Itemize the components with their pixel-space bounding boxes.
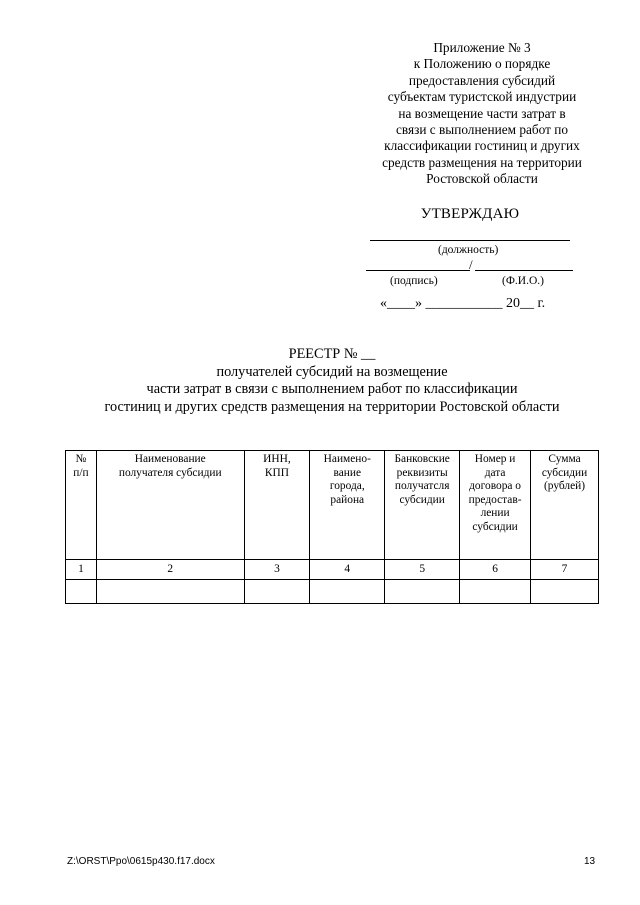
header-line: субсидии <box>472 520 518 533</box>
number-cell: 5 <box>385 560 460 580</box>
header-cell-contract <box>460 451 531 560</box>
appendix-line: субъектам туристской индустрии <box>387 89 577 105</box>
signature-line <box>366 270 470 271</box>
header-line: (рублей) <box>544 480 586 493</box>
position-caption: (должность) <box>438 244 499 256</box>
empty-cell <box>244 580 310 604</box>
registry-table <box>65 450 599 604</box>
header-line: КПП <box>264 466 289 479</box>
register-title: РЕЕСТР № __ <box>288 346 376 362</box>
header-line: города, <box>329 480 365 493</box>
header-line: п/п <box>73 466 89 479</box>
appendix-line: на возмещение части затрат в <box>398 105 566 121</box>
header-cell-number <box>66 451 97 560</box>
header-line: ИНН, <box>263 453 291 465</box>
header-line: получателя субсидии <box>118 466 222 479</box>
signature-caption: (подпись) <box>390 275 438 287</box>
header-cell-inn <box>244 451 310 560</box>
empty-cell <box>460 580 531 604</box>
register-subtitle-line: части затрат в связи с выполнением работ по классификации <box>146 381 518 397</box>
header-line: Банковские <box>394 453 450 465</box>
appendix-line: к Положению о порядке <box>413 56 551 72</box>
number-cell: 1 <box>66 560 97 580</box>
appendix-line: классификации гостиниц и других <box>384 138 580 154</box>
appendix-line: средств размещения на территории <box>382 154 582 170</box>
header-cell-city <box>310 451 385 560</box>
header-line: лении <box>480 507 510 520</box>
header-line: Сумма <box>548 453 581 465</box>
number-cell: 4 <box>310 560 385 580</box>
appendix-line: связи с выполнением работ по <box>395 122 569 138</box>
empty-cell <box>96 580 244 604</box>
approval-date: «____» ___________ 20__ г. <box>380 296 546 311</box>
header-line: Наименование <box>134 453 206 465</box>
header-line: договора о <box>469 480 522 493</box>
name-line <box>475 270 573 271</box>
header-line: предостав- <box>468 493 522 506</box>
register-subtitle-line: получателей субсидий на возмещение <box>216 363 448 380</box>
page-number: 13 <box>584 856 596 867</box>
appendix-line: Ростовской области <box>426 171 538 187</box>
signature-slash: / <box>469 257 473 272</box>
number-cell: 7 <box>531 560 599 580</box>
name-caption: (Ф.И.О.) <box>502 275 544 287</box>
table-row <box>66 580 599 604</box>
appendix-line: Приложение № 3 <box>433 40 531 55</box>
table-header-row <box>66 451 599 560</box>
header-line: субсидии <box>399 493 445 506</box>
footer-file-path: Z:\ORST\Ppo\0615p430.f17.docx <box>67 856 215 867</box>
appendix-line: предоставления субсидий <box>408 72 556 88</box>
header-line: Наимено- <box>323 453 371 465</box>
position-line <box>370 240 570 241</box>
header-line: дата <box>484 466 506 479</box>
approval-title: УТВЕРЖДАЮ <box>420 206 520 222</box>
header-line: реквизиты <box>396 466 448 479</box>
appendix-header <box>366 40 598 188</box>
table-number-row <box>66 560 599 580</box>
header-line: Номер и <box>474 453 516 465</box>
header-cell-bank <box>385 451 460 560</box>
empty-cell <box>531 580 599 604</box>
number-cell: 6 <box>460 560 531 580</box>
register-heading <box>60 346 604 416</box>
empty-cell <box>310 580 385 604</box>
number-cell: 3 <box>244 560 310 580</box>
header-line: получатсля <box>394 480 450 493</box>
header-line: вание <box>333 466 362 479</box>
header-line: субсидии <box>541 466 588 479</box>
register-subtitle-line: гостиниц и других средств размещения на территории Ростовской области <box>104 398 560 415</box>
header-line: района <box>330 493 365 506</box>
number-cell: 2 <box>96 560 244 580</box>
empty-cell <box>385 580 460 604</box>
header-cell-amount <box>531 451 599 560</box>
empty-cell <box>66 580 97 604</box>
header-line: № <box>75 453 87 465</box>
header-cell-recipient <box>96 451 244 560</box>
